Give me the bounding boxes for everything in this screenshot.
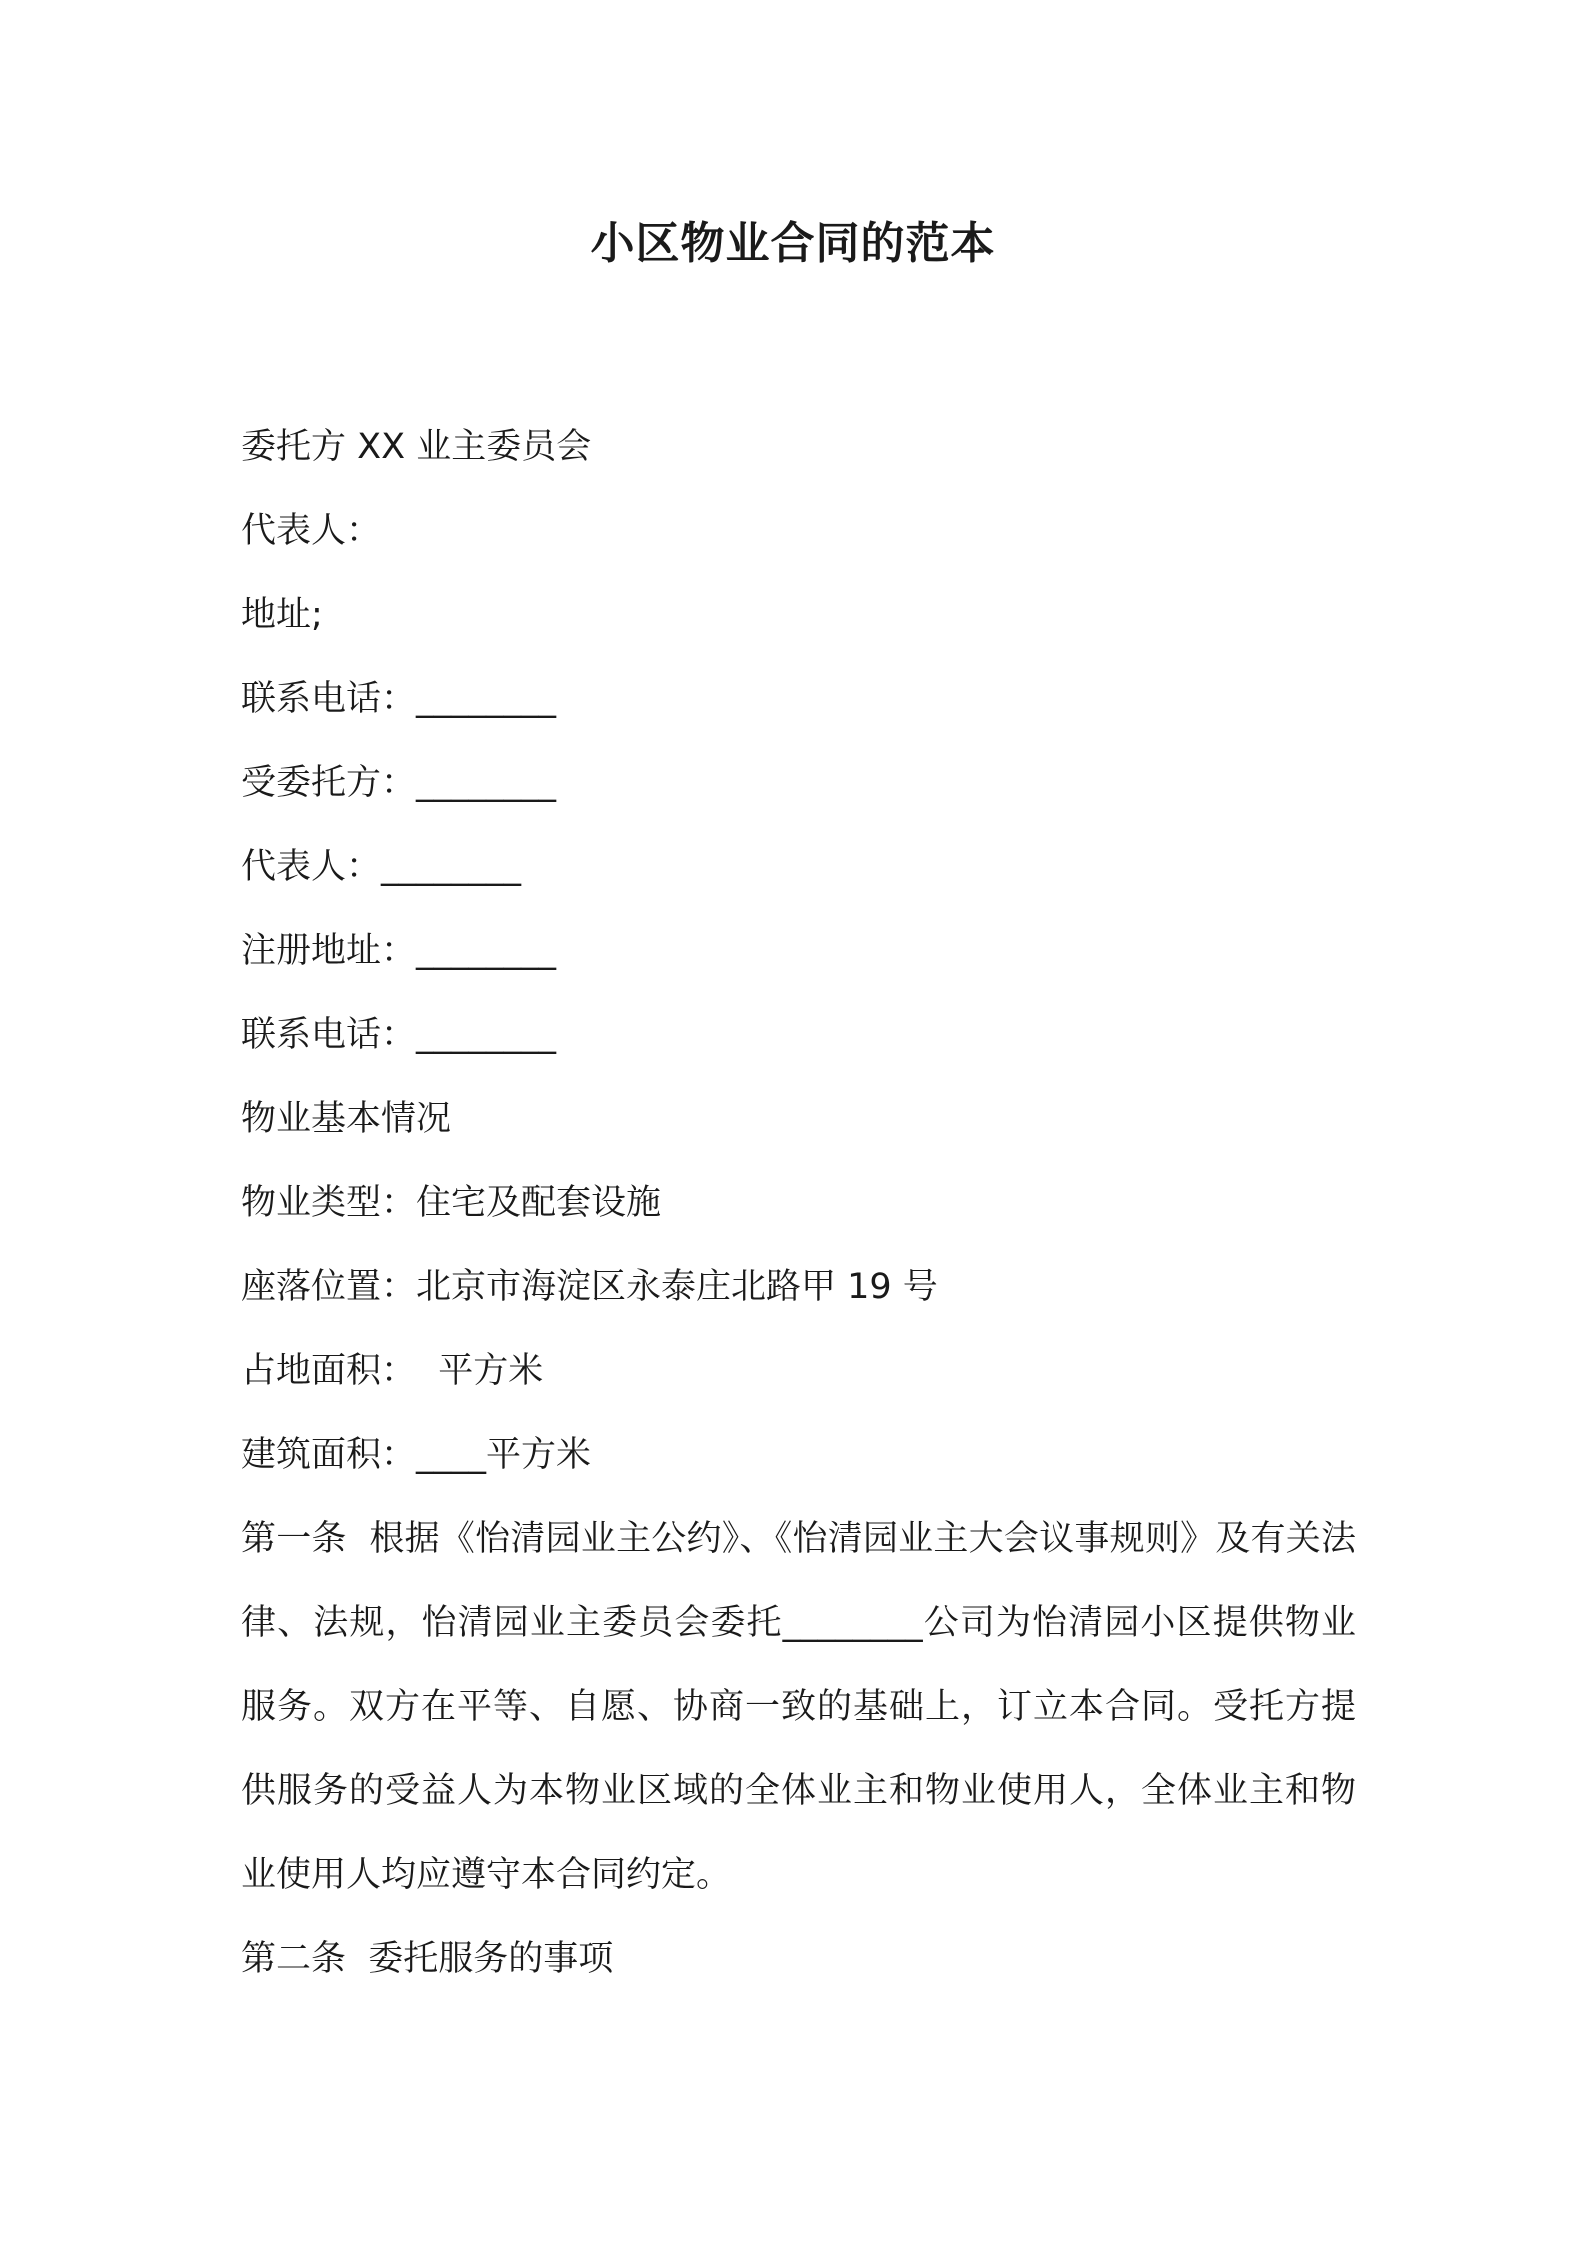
building-area-line: 建筑面积：____平方米 — [241, 1435, 592, 1475]
article-2-heading: 第二条 委托服务的事项 — [241, 1939, 614, 1979]
property-info-heading: 物业基本情况 — [241, 1099, 452, 1139]
client-phone-line: 联系电话：________ — [241, 679, 557, 719]
client-address-line: 地址; — [241, 595, 323, 635]
article-1-paragraph: 第一条 根据《怡清园业主公约》、《怡清园业主大会议事规则》及有关法律、法规，怡清园业主委员会委托________公司为怡清园小区提供物业服务。双方在平等、自愿、协商一致的基础上，订立本合同。受托方提供服务的受益人为本物业区域的全体业主和物业使用人，全体业主和物业使用人均应遵守本合同约定。 — [241, 1519, 1356, 1895]
contractor-party-line: 受委托方：________ — [241, 763, 557, 803]
client-representative-line: 代表人： — [241, 511, 382, 551]
document-body — [241, 405, 1356, 2001]
client-party-line: 委托方 XX 业主委员会 — [241, 427, 592, 467]
property-type-line: 物业类型：住宅及配套设施 — [241, 1183, 662, 1223]
property-location-line: 座落位置：北京市海淀区永泰庄北路甲 19 号 — [241, 1267, 938, 1307]
contractor-address-line: 注册地址：________ — [241, 931, 557, 971]
land-area-line: 占地面积： 平方米 — [241, 1351, 544, 1391]
contractor-phone-line: 联系电话：________ — [241, 1015, 557, 1055]
contractor-representative-line: 代表人：________ — [241, 847, 522, 887]
document-title: 小区物业合同的范本 — [590, 218, 996, 269]
